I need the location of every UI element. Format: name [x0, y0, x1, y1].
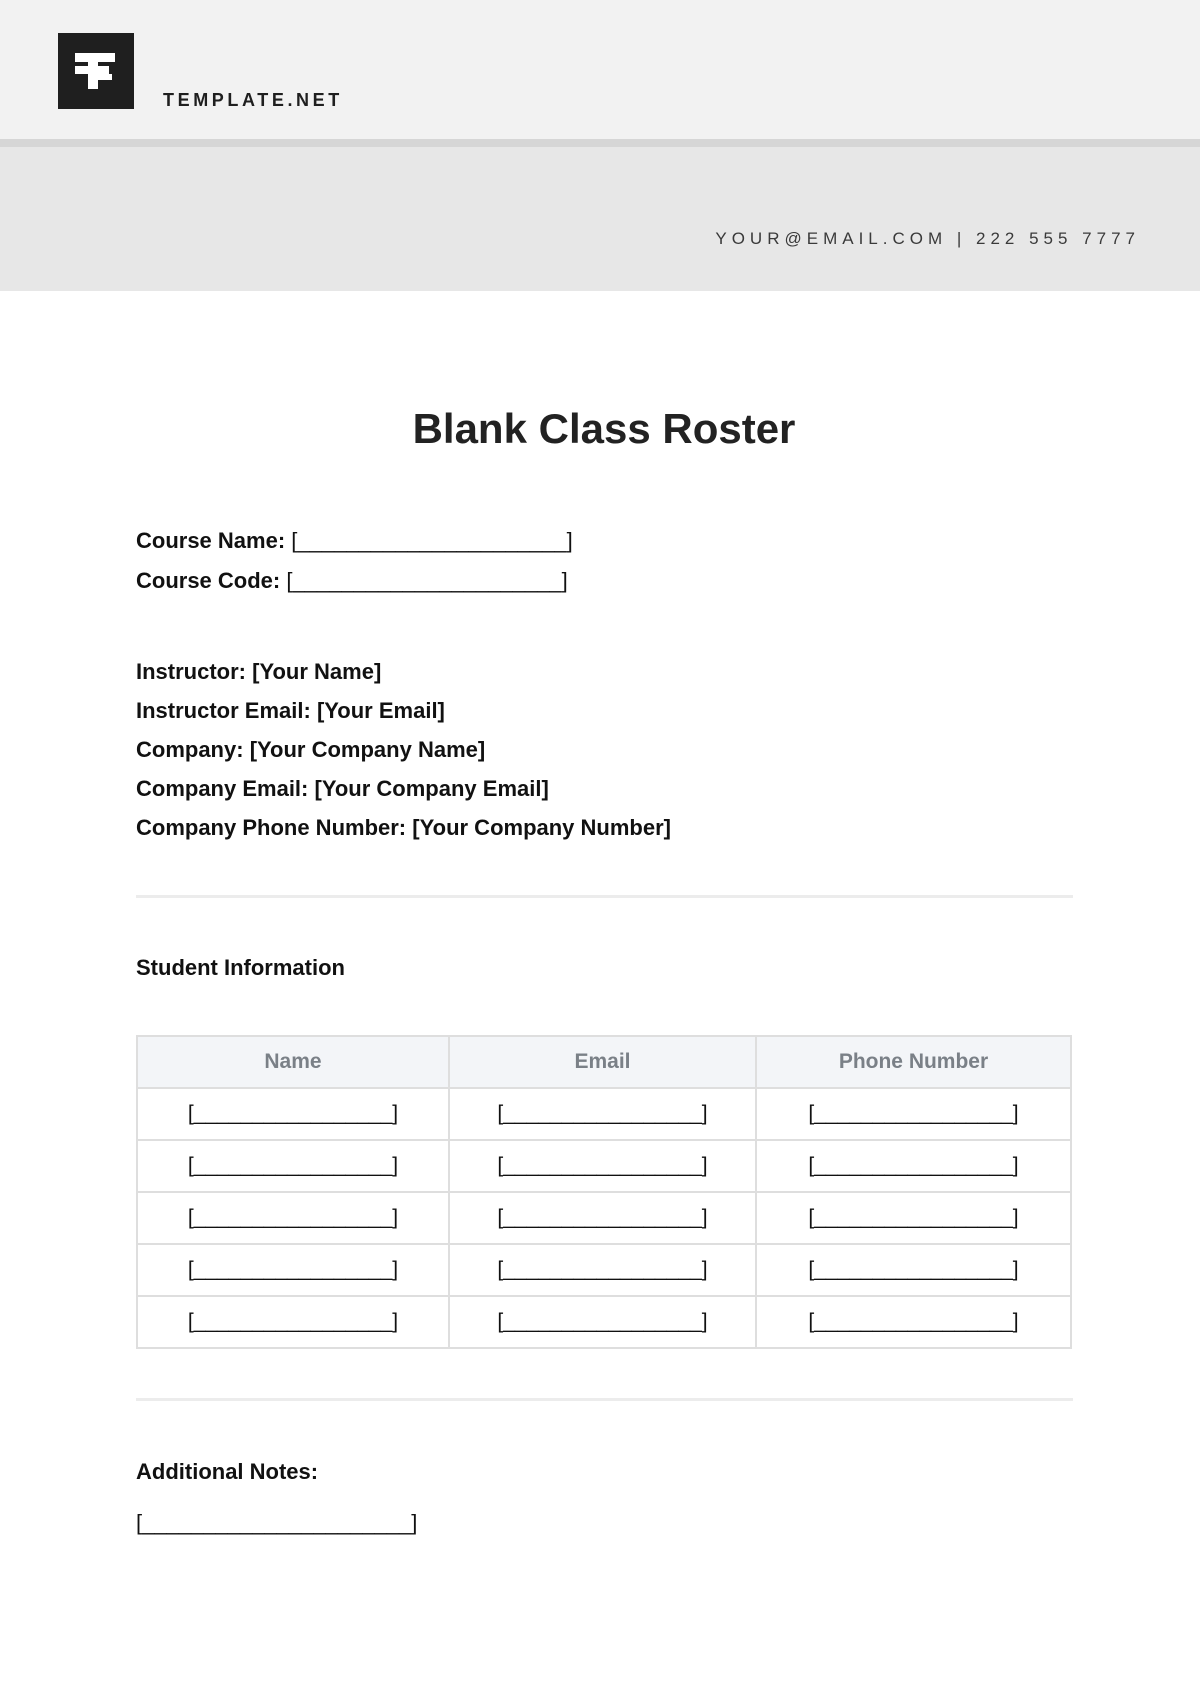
instructor-value: [Your Name] — [252, 659, 382, 684]
template-net-logo-icon — [58, 33, 134, 109]
brand-name: TEMPLATE.NET — [163, 90, 343, 110]
student-name-cell: [_________________] — [137, 1192, 449, 1244]
course-name-label: Course Name: — [136, 528, 286, 553]
header-divider — [0, 139, 1200, 147]
instructor-field — [136, 659, 381, 685]
student-email-cell: [_________________] — [449, 1296, 756, 1348]
document-title: Blank Class Roster — [412, 405, 796, 452]
student-table — [136, 1035, 1072, 1349]
student-name-cell: [_________________] — [137, 1088, 449, 1140]
section-divider — [136, 895, 1073, 898]
section-divider — [136, 1398, 1073, 1401]
instructor-email-field — [136, 698, 445, 724]
course-code-value: [______________________] — [286, 568, 568, 593]
student-name-cell: [_________________] — [137, 1140, 449, 1192]
header-top-band — [0, 0, 1200, 139]
additional-notes-heading: Additional Notes: — [136, 1459, 319, 1484]
course-name-field — [136, 528, 573, 554]
company-value: [Your Company Name] — [249, 737, 486, 762]
student-email-cell: [_________________] — [449, 1244, 756, 1296]
table-row — [137, 1192, 1071, 1244]
additional-notes-value: [______________________] — [136, 1510, 418, 1535]
company-phone-label: Company Phone Number: — [136, 815, 407, 840]
student-email-cell: [_________________] — [449, 1192, 756, 1244]
instructor-email-label: Instructor Email: — [136, 698, 311, 723]
table-row — [137, 1244, 1071, 1296]
column-header-phone: Phone Number — [756, 1036, 1071, 1088]
company-phone-value: [Your Company Number] — [412, 815, 671, 840]
course-code-field — [136, 568, 568, 594]
table-row — [137, 1296, 1071, 1348]
student-email-cell: [_________________] — [449, 1140, 756, 1192]
company-email-field — [136, 776, 549, 802]
course-code-label: Course Code: — [136, 568, 281, 593]
company-email-value: [Your Company Email] — [314, 776, 549, 801]
table-row — [137, 1088, 1071, 1140]
student-info-heading: Student Information — [136, 955, 345, 980]
student-phone-cell: [_________________] — [756, 1296, 1071, 1348]
student-phone-cell: [_________________] — [756, 1244, 1071, 1296]
header-contact-band — [0, 147, 1200, 291]
instructor-email-value: [Your Email] — [316, 698, 445, 723]
student-phone-cell: [_________________] — [756, 1192, 1071, 1244]
table-row — [137, 1140, 1071, 1192]
company-field — [136, 737, 485, 763]
company-phone-field — [136, 815, 671, 841]
course-name-value: [______________________] — [291, 528, 573, 553]
student-phone-cell: [_________________] — [756, 1140, 1071, 1192]
column-header-email: Email — [449, 1036, 756, 1088]
student-email-cell: [_________________] — [449, 1088, 756, 1140]
instructor-label: Instructor: — [136, 659, 246, 684]
student-name-cell: [_________________] — [137, 1244, 449, 1296]
student-phone-cell: [_________________] — [756, 1088, 1071, 1140]
contact-info: YOUR@EMAIL.COM | 222 555 7777 — [715, 229, 1140, 248]
table-header-row — [137, 1036, 1071, 1088]
column-header-name: Name — [137, 1036, 449, 1088]
company-label: Company: — [136, 737, 244, 762]
company-email-label: Company Email: — [136, 776, 309, 801]
student-name-cell: [_________________] — [137, 1296, 449, 1348]
